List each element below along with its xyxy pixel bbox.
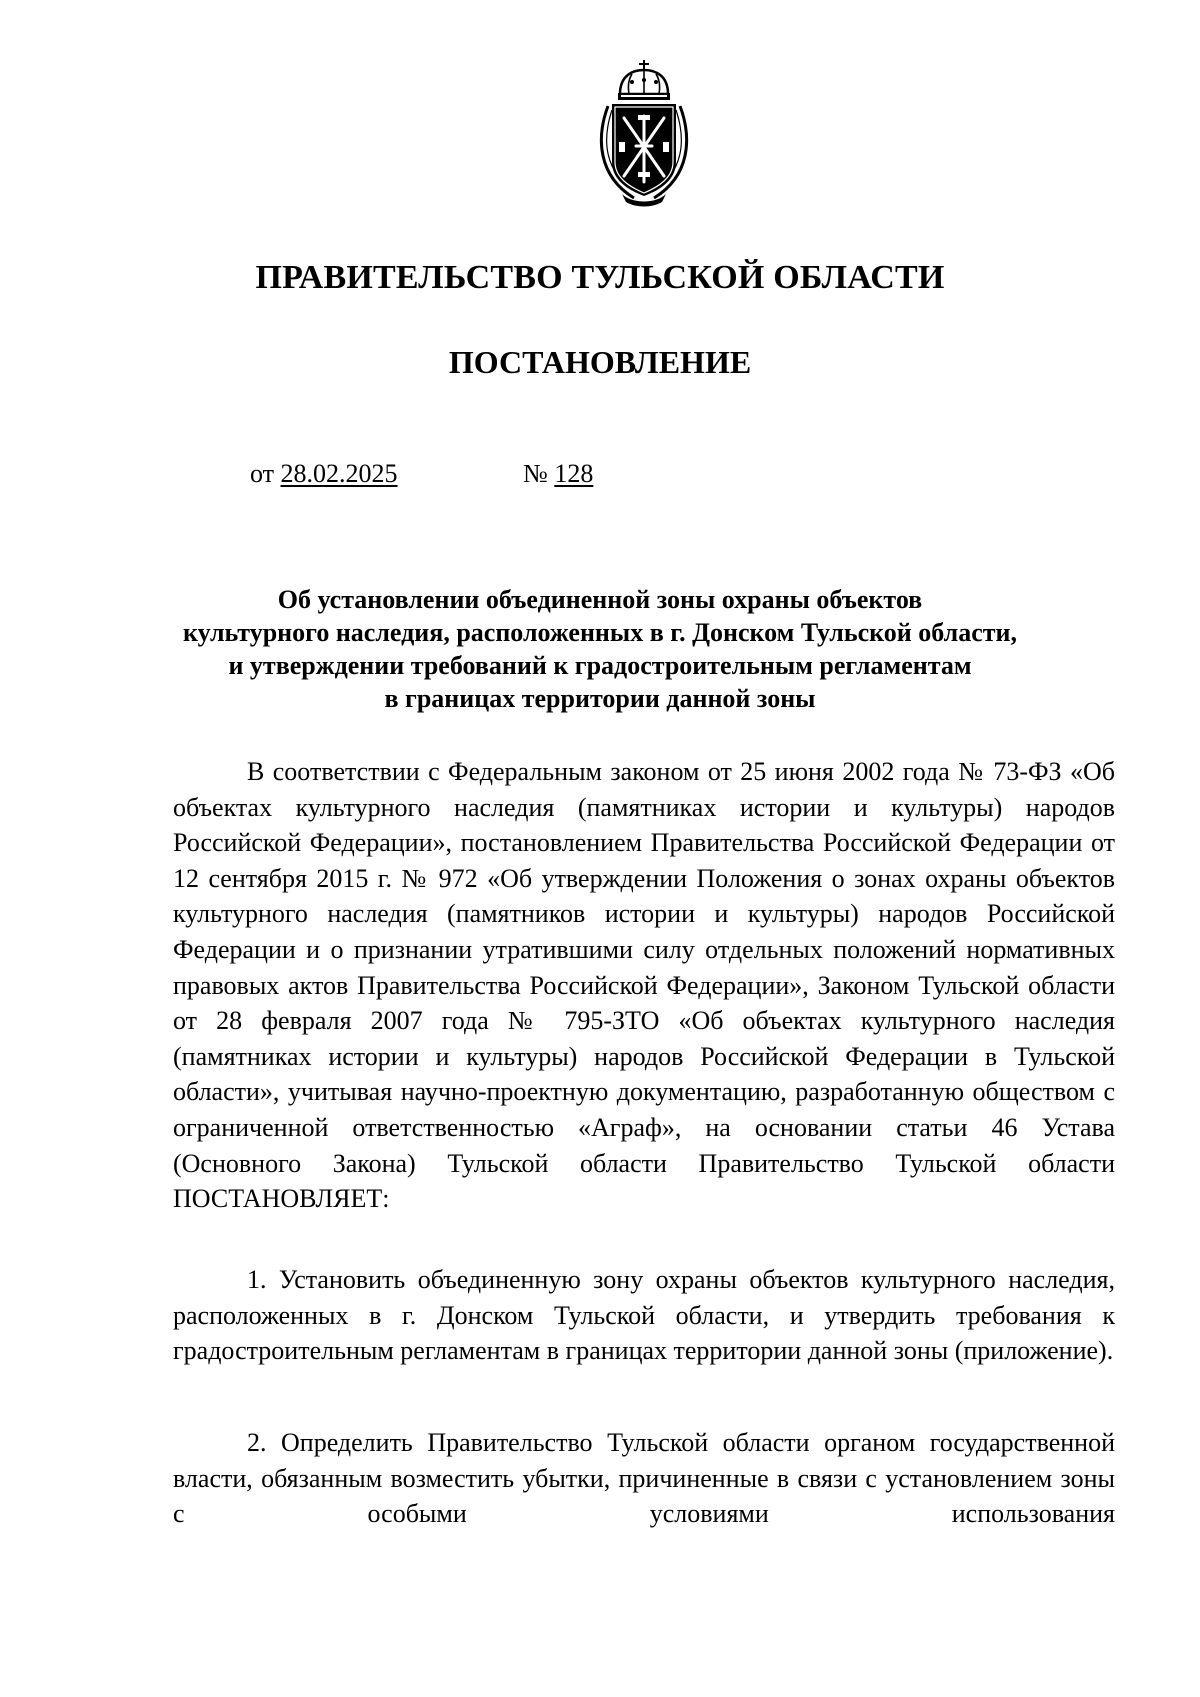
- clause-2: [173, 1425, 1115, 1532]
- crown: [618, 60, 670, 100]
- document-subject: [130, 583, 1070, 715]
- number-prefix: №: [523, 459, 548, 488]
- document-type: ПОСТАНОВЛЕНИЕ: [448, 344, 752, 380]
- document-date: [250, 458, 398, 490]
- clause-2-paragraph: 2. Определить Правительство Тульской области органом государственной власти, обязанным возместить убытки, причиненные в связи с установлением зоны с особыми условиями использования: [173, 1428, 1115, 1529]
- coat-of-arms-icon: [588, 58, 700, 208]
- preamble-paragraph: В соответствии с Федеральным законом от 25 июня 2002 года № 73-ФЗ «Об объектах культурного наследия (памятниках истории и культуры) народов Российской Федерации», постановлением Правительства Российской Федерации от 12 сентября 2015 г. № 972 «Об утверждении Положения о зонах охраны объектов культурного наследия (памятников истории и культуры) народов Российской Федерации и о признании утратившими силу отдельных положений нормативных правовых актов Правительства Российской Федерации», Законом Тульской области от 28 февраля 2007 года № 795-ЗТО «Об объектах культурного наследия (памятниках истории и культуры) народов Российской Федерации в Тульской области», учитывая научно-проектную документацию, разработанную обществом с ограниченной ответственностью «Аграф», на основании статьи 46 Устава (Основного Закона) Тульской области Правительство Тульской области ПОСТАНОВЛЯЕТ:: [173, 757, 1115, 1214]
- clause-1-paragraph: 1. Установить объединенную зону охраны объектов культурного наследия, расположенных в г. Донском Тульской области, и утвердить требования к градостроительным регламентам в границах территории данной зоны (приложение).: [173, 1265, 1115, 1366]
- organization-title: ПРАВИТЕЛЬСТВО ТУЛЬСКОЙ ОБЛАСТИ: [255, 259, 945, 296]
- document-number: [523, 458, 593, 490]
- subject-line: культурного наследия, расположенных в г. Донском Тульской области,: [182, 618, 1018, 647]
- subject-line: в границах территории данной зоны: [384, 684, 816, 713]
- preamble: [173, 754, 1115, 1217]
- subject-line: и утверждении требований к градостроительным регламентам: [228, 651, 972, 680]
- subject-line: Об установлении объединенной зоны охраны объектов: [277, 585, 923, 614]
- date-prefix: от: [250, 459, 275, 488]
- date-value: 28.02.2025: [280, 459, 398, 488]
- number-value: 128: [554, 459, 594, 488]
- clause-1: [173, 1262, 1115, 1369]
